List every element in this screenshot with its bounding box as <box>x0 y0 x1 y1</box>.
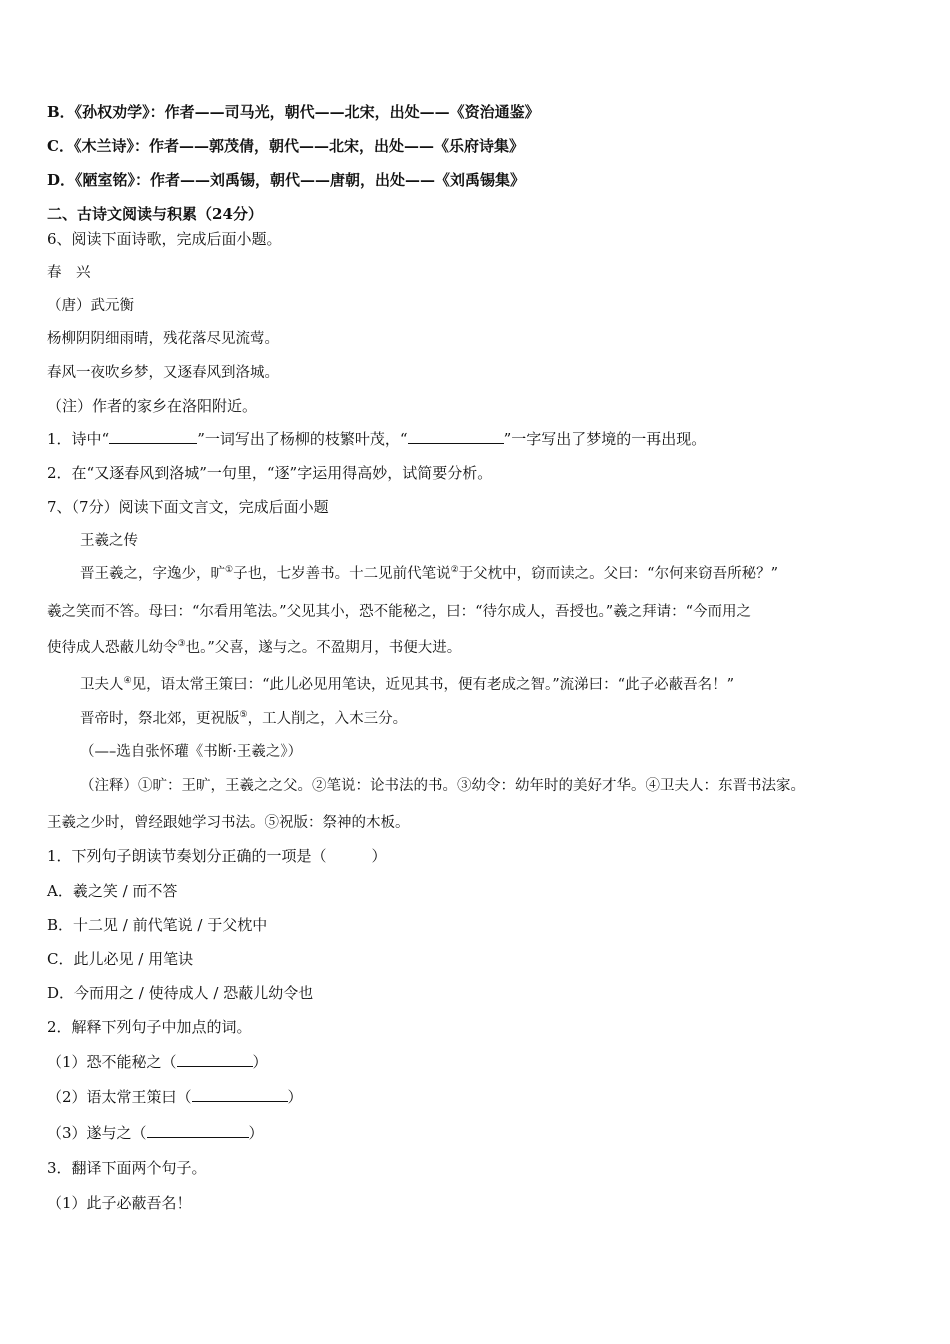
footnote-mark: ① <box>225 565 234 576</box>
poem-note: （注）作者的家乡在洛阳附近。 <box>47 397 258 415</box>
text: 子也，七岁善书。十二见前代笔说 <box>233 566 451 582</box>
choice-d[interactable]: D．今而用之 / 使待成人 / 恐蔽儿幼令也 <box>47 984 314 1002</box>
text: （2）语太常王策曰（ <box>47 1088 192 1106</box>
footnote-mark: ② <box>450 565 459 576</box>
text: （1）恐不能秘之（ <box>47 1053 177 1071</box>
answer-blank[interactable] <box>192 1087 288 1102</box>
text: 于父枕中，窃而读之。父曰：“尔何来窃吾所秘？” <box>458 566 778 582</box>
q6-intro: 6、阅读下面诗歌，完成后面小题。 <box>47 230 282 248</box>
q7-sub2: 2．解释下列句子中加点的词。 <box>47 1018 252 1036</box>
q7-sub2-item3 <box>47 1123 264 1143</box>
q6-sub1-text-b: ”一词写出了杨柳的枝繁叶茂，“ <box>197 430 408 448</box>
choice-c[interactable]: C．此儿必见 / 用笔诀 <box>47 950 194 968</box>
text: 晋帝时，祭北郊，更祝版 <box>80 711 240 727</box>
poem-title: 春 兴 <box>47 265 91 281</box>
section-title: 二、古诗文阅读与积累（24分） <box>47 205 263 223</box>
text: 也。”父喜，遂与之。不盈期月，书便大进。 <box>185 640 462 656</box>
text: ） <box>287 1088 303 1106</box>
passage-title: 王羲之传 <box>80 533 138 549</box>
text: 见，语太常王策曰：“此儿必见用笔诀，近见其书，便有老成之智。”流涕曰：“此子必蔽吾名！” <box>131 677 734 693</box>
answer-blank[interactable] <box>408 429 504 444</box>
text: 晋王羲之，字逸少，旷 <box>80 566 225 582</box>
q6-sub2: 2．在“又逐春风到洛城”一句里，“逐”字运用得高妙，试简要分析。 <box>47 464 493 482</box>
notes-line-1: （注释）①旷：王旷，王羲之之父。②笔说：论书法的书。③幼令：幼年时的美好才华。④卫夫人：东晋书法家。 <box>80 778 805 794</box>
poem-line-1: 杨柳阴阴细雨晴，残花落尽见流莺。 <box>47 331 279 347</box>
choice-b[interactable]: B．十二见 / 前代笔说 / 于父枕中 <box>47 916 268 934</box>
q7-sub2-item1 <box>47 1052 268 1072</box>
option-d: D．《陋室铭》：作者——刘禹锡，朝代——唐朝，出处——《刘禹锡集》 <box>47 171 526 189</box>
text: 卫夫人 <box>80 677 124 693</box>
footnote-mark: ④ <box>123 676 132 687</box>
text: ） <box>252 1053 268 1071</box>
passage-p1-line3 <box>47 638 461 658</box>
text: ） <box>248 1124 264 1142</box>
passage-p3 <box>80 709 407 729</box>
q6-sub1 <box>47 429 706 449</box>
poem-author: （唐）武元衡 <box>47 298 134 314</box>
passage-p1-line1 <box>80 564 778 584</box>
footnote-mark: ⑤ <box>239 710 248 721</box>
option-c: C．《木兰诗》：作者——郭茂倩，朝代——北宋，出处——《乐府诗集》 <box>47 137 524 155</box>
answer-blank[interactable] <box>147 1123 249 1138</box>
option-b: B．《孙权劝学》：作者——司马光，朝代——北宋，出处——《资治通鉴》 <box>47 103 540 121</box>
q7-sub3-item1: （1）此子必蔽吾名！ <box>47 1194 192 1212</box>
text: ，工人削之，入木三分。 <box>247 711 408 727</box>
passage-p1-line2: 羲之笑而不答。母曰：“尔看用笔法。”父见其小，恐不能秘之，曰：“待尔成人，吾授也。”羲之拜请：“今而用之 <box>47 604 752 620</box>
answer-blank[interactable] <box>177 1052 253 1067</box>
text: 使待成人恐蔽儿幼令 <box>47 640 178 656</box>
q7-sub2-item2 <box>47 1087 303 1107</box>
notes-line-2: 王羲之少时，曾经跟她学习书法。⑤祝版：祭神的木板。 <box>47 815 410 831</box>
q7-sub1: 1．下列句子朗读节奏划分正确的一项是（ ） <box>47 847 387 865</box>
q6-sub1-text-a: 1．诗中“ <box>47 430 110 448</box>
answer-blank[interactable] <box>109 429 197 444</box>
footnote-mark: ③ <box>177 639 186 650</box>
q6-sub1-text-c: ”一字写出了梦境的一再出现。 <box>503 430 707 448</box>
text: （3）遂与之（ <box>47 1124 147 1142</box>
q7-intro: 7、（7分）阅读下面文言文，完成后面小题 <box>47 498 329 516</box>
poem-line-2: 春风一夜吹乡梦，又逐春风到洛城。 <box>47 365 279 381</box>
choice-a[interactable]: A．羲之笑 / 而不答 <box>47 882 178 900</box>
q7-sub3: 3．翻译下面两个句子。 <box>47 1159 207 1177</box>
passage-p2 <box>80 675 734 695</box>
passage-source: （—–选自张怀瓘《书断·王羲之》） <box>80 744 303 760</box>
